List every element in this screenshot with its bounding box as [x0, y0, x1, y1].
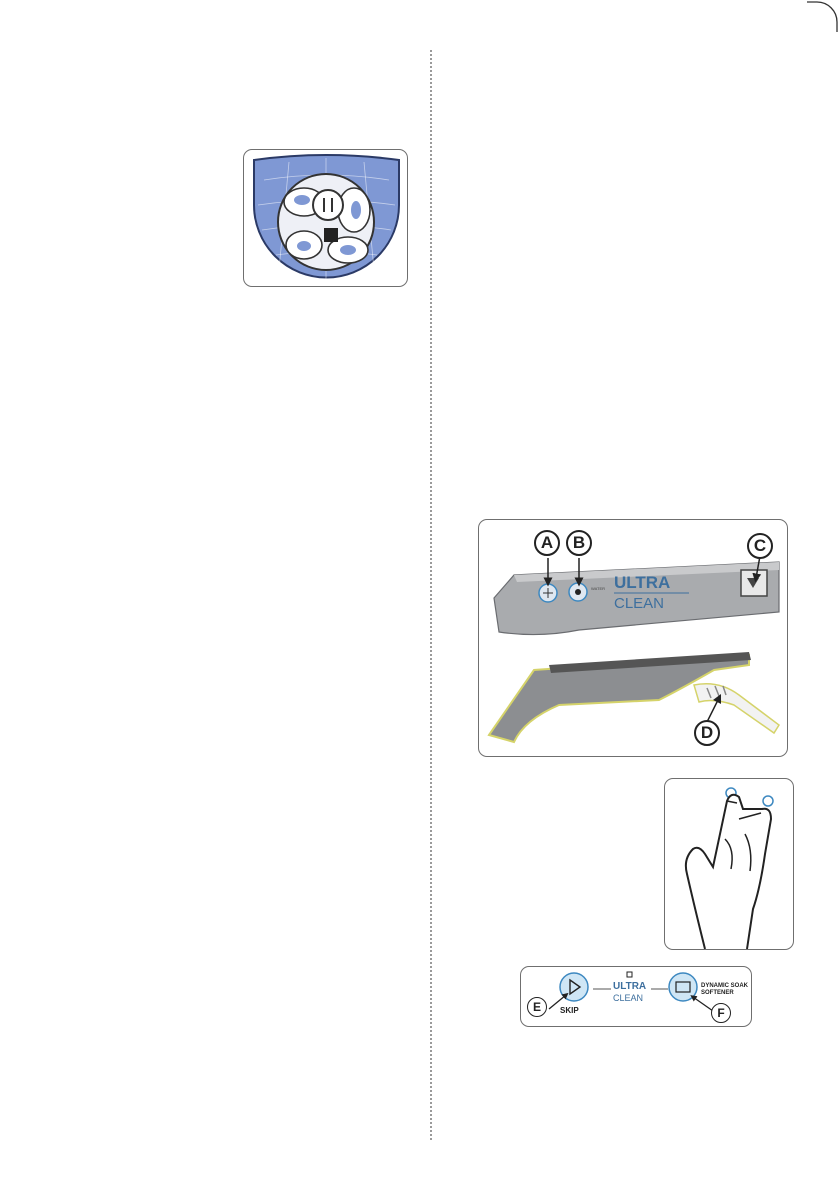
control-strip	[520, 966, 752, 1027]
callout-e: E	[527, 997, 547, 1017]
crop-mark	[807, 0, 839, 32]
dynamic-soak-label: DYNAMIC SOAK	[701, 983, 749, 989]
strip-brand-clean: CLEAN	[613, 993, 644, 1003]
strip-brand-ultra: ULTRA	[613, 981, 647, 992]
column-divider	[430, 50, 432, 1140]
water-label: WATER	[591, 586, 605, 591]
callout-f: F	[711, 1003, 731, 1023]
callout-b: B	[566, 530, 592, 556]
drum-illustration	[243, 149, 408, 287]
control-panel-diagram	[478, 519, 788, 757]
softener-label: SOFTENER	[701, 990, 734, 996]
brand-ultra: ULTRA	[614, 573, 671, 592]
callout-c: C	[747, 533, 773, 559]
skip-label: SKIP	[560, 1006, 579, 1015]
callout-d: D	[694, 720, 720, 746]
callout-a: A	[534, 530, 560, 556]
hand-press-illustration	[664, 778, 794, 950]
brand-clean: CLEAN	[614, 595, 665, 612]
